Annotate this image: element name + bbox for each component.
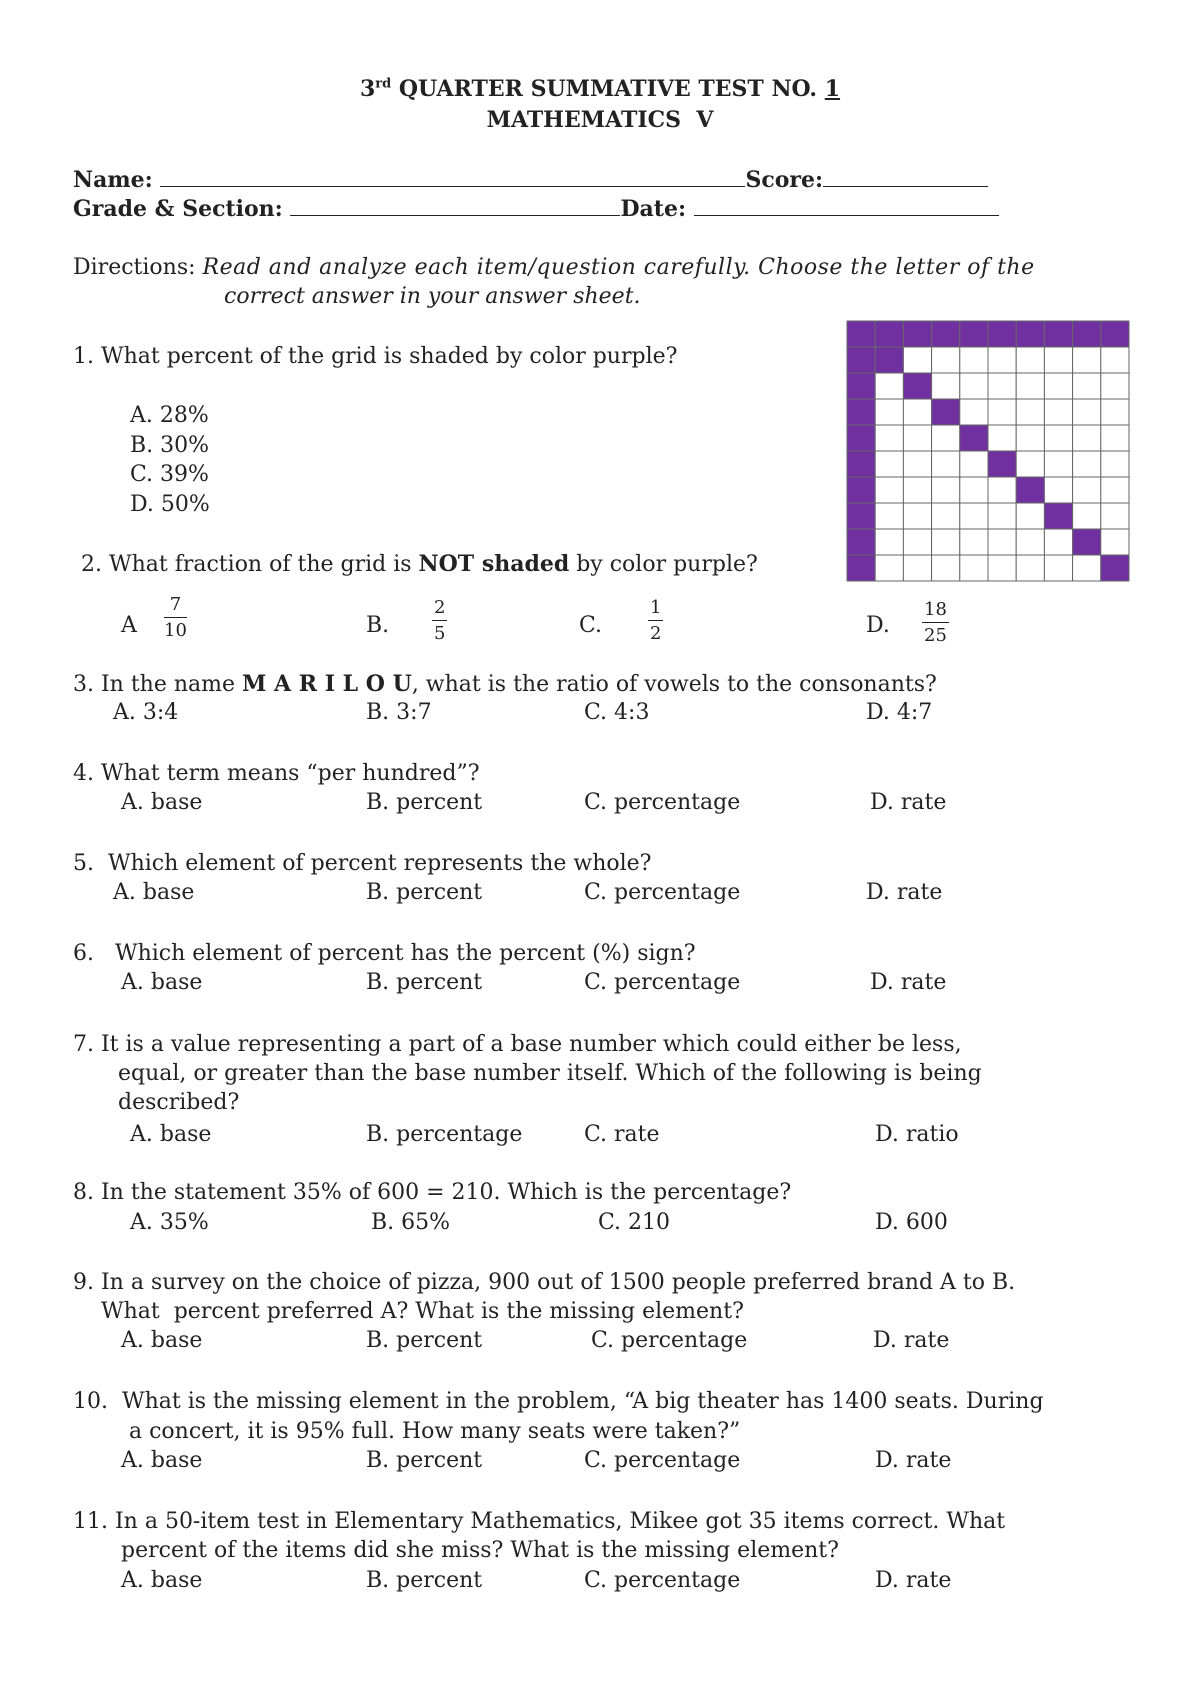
grade-blank[interactable] (290, 195, 620, 216)
q9-option-a[interactable]: A. base (121, 1328, 203, 1353)
grid-cell-r3-c7 (1044, 399, 1072, 425)
q6-option-b[interactable]: B. percent (366, 970, 483, 995)
grid-cell-r7-c2 (903, 503, 931, 529)
grid-cell-r3-c2 (903, 399, 931, 425)
directions-label: Directions: (73, 255, 196, 280)
q8-option-a[interactable]: A. 35% (130, 1210, 209, 1235)
grid-cell-r8-c2 (903, 529, 931, 555)
grid-cell-r5-c0 (847, 451, 875, 477)
q9-option-c[interactable]: C. percentage (591, 1328, 748, 1353)
grid-cell-r4-c6 (1016, 425, 1044, 451)
q11-option-c[interactable]: C. percentage (584, 1568, 741, 1593)
test-title: 3rd QUARTER SUMMATIVE TEST NO. 1 (359, 76, 841, 102)
grid-cell-r3-c1 (875, 399, 903, 425)
grid-cell-r7-c8 (1073, 503, 1101, 529)
question-9-line2: What percent preferred A? What is the missing element? (101, 1299, 744, 1324)
grid-cell-r1-c8 (1073, 347, 1101, 373)
grid-cell-r5-c6 (1016, 451, 1044, 477)
grid-cell-r1-c4 (960, 347, 988, 373)
q1-option-a[interactable]: A. 28% (130, 403, 209, 428)
grid-cell-r4-c3 (932, 425, 960, 451)
grid-cell-r0-c8 (1073, 321, 1101, 347)
q2-option-a-letter[interactable]: A (121, 613, 137, 638)
q5-option-d[interactable]: D. rate (866, 880, 943, 905)
q3-option-b[interactable]: B. 3:7 (366, 700, 432, 725)
grid-cell-r6-c8 (1073, 477, 1101, 503)
grid-cell-r9-c8 (1073, 555, 1101, 581)
q2-option-b-letter[interactable]: B. (366, 613, 390, 638)
grid-cell-r3-c3 (932, 399, 960, 425)
grid-cell-r4-c9 (1101, 425, 1129, 451)
q10-option-a[interactable]: A. base (121, 1448, 203, 1473)
q7-option-c[interactable]: C. rate (584, 1122, 660, 1147)
q4-option-d[interactable]: D. rate (870, 790, 947, 815)
q7-option-a[interactable]: A. base (130, 1122, 212, 1147)
question-10-line2: a concert, it is 95% full. How many seats were taken?” (129, 1419, 741, 1444)
q2-option-d-letter[interactable]: D. (866, 613, 890, 638)
grid-cell-r0-c9 (1101, 321, 1129, 347)
q2-fraction-a[interactable]: $\frac{7}{10}$ (164, 594, 187, 641)
q10-option-b[interactable]: B. percent (366, 1448, 483, 1473)
grid-cell-r6-c1 (875, 477, 903, 503)
grid-cell-r2-c0 (847, 373, 875, 399)
q11-option-b[interactable]: B. percent (366, 1568, 483, 1593)
q3-option-a[interactable]: A. 3:4 (113, 700, 179, 725)
grid-cell-r3-c6 (1016, 399, 1044, 425)
grid-cell-r8-c9 (1101, 529, 1129, 555)
grid-cell-r0-c3 (932, 321, 960, 347)
grid-cell-r8-c0 (847, 529, 875, 555)
grid-cell-r9-c1 (875, 555, 903, 581)
q5-option-a[interactable]: A. base (113, 880, 195, 905)
grid-cell-r9-c2 (903, 555, 931, 581)
question-7-line3: described? (118, 1090, 240, 1115)
grid-cell-r7-c3 (932, 503, 960, 529)
grid-cell-r1-c0 (847, 347, 875, 373)
q6-option-a[interactable]: A. base (121, 970, 203, 995)
q8-option-b[interactable]: B. 65% (371, 1210, 451, 1235)
grid-cell-r9-c6 (1016, 555, 1044, 581)
name-blank[interactable] (160, 166, 745, 187)
question-10: 10. What is the missing element in the problem, “A big theater has 1400 seats. During (73, 1389, 1044, 1414)
question-1: 1. What percent of the grid is shaded by color purple? (73, 344, 678, 369)
grid-cell-r9-c4 (960, 555, 988, 581)
question-7: 7. It is a value representing a part of a base number which could either be less, (73, 1032, 962, 1057)
grid-cell-r1-c5 (988, 347, 1016, 373)
grid-cell-r3-c5 (988, 399, 1016, 425)
q1-option-c[interactable]: C. 39% (130, 462, 209, 487)
directions (73, 255, 1035, 280)
grid-cell-r6-c7 (1044, 477, 1072, 503)
grid-cell-r8-c8 (1073, 529, 1101, 555)
score-label: Score: (745, 167, 824, 193)
test-subtitle: MATHEMATICS V (486, 107, 714, 133)
grid-cell-r3-c8 (1073, 399, 1101, 425)
grid-cell-r1-c7 (1044, 347, 1072, 373)
grid-cell-r6-c3 (932, 477, 960, 503)
directions-line2: correct answer in your answer sheet. (224, 284, 641, 309)
grid-cell-r0-c4 (960, 321, 988, 347)
q11-option-d[interactable]: D. rate (875, 1568, 952, 1593)
q7-option-b[interactable]: B. percentage (366, 1122, 523, 1147)
q3-option-c[interactable]: C. 4:3 (584, 700, 650, 725)
grid-cell-r2-c4 (960, 373, 988, 399)
grid-cell-r8-c1 (875, 529, 903, 555)
grid-cell-r9-c9 (1101, 555, 1129, 581)
grid-cell-r6-c4 (960, 477, 988, 503)
q11-option-a[interactable]: A. base (121, 1568, 203, 1593)
grid-cell-r6-c5 (988, 477, 1016, 503)
question-2: 2. What fraction of the grid is NOT shaded by color purple? (81, 551, 758, 577)
grid-cell-r8-c3 (932, 529, 960, 555)
grid-cell-r3-c0 (847, 399, 875, 425)
grid-cell-r4-c5 (988, 425, 1016, 451)
grade-label: Grade & Section: (73, 196, 283, 222)
percent-grid (846, 320, 1130, 582)
q1-option-d[interactable]: D. 50% (130, 492, 210, 517)
grid-cell-r2-c2 (903, 373, 931, 399)
grid-cell-r8-c6 (1016, 529, 1044, 555)
grid-cell-r0-c1 (875, 321, 903, 347)
q6-option-d[interactable]: D. rate (870, 970, 947, 995)
grid-cell-r2-c8 (1073, 373, 1101, 399)
grid-cell-r2-c7 (1044, 373, 1072, 399)
grid-cell-r4-c4 (960, 425, 988, 451)
q4-option-b[interactable]: B. percent (366, 790, 483, 815)
grid-cell-r5-c4 (960, 451, 988, 477)
grid-cell-r7-c5 (988, 503, 1016, 529)
q5-option-b[interactable]: B. percent (366, 880, 483, 905)
q6-option-c[interactable]: C. percentage (584, 970, 741, 995)
q10-option-c[interactable]: C. percentage (584, 1448, 741, 1473)
grid-cell-r3-c9 (1101, 399, 1129, 425)
q9-option-b[interactable]: B. percent (366, 1328, 483, 1353)
q4-option-a[interactable]: A. base (121, 790, 203, 815)
grid-cell-r0-c7 (1044, 321, 1072, 347)
grid-cell-r5-c2 (903, 451, 931, 477)
grid-cell-r1-c6 (1016, 347, 1044, 373)
date-label: Date: (620, 196, 687, 222)
q1-option-b[interactable]: B. 30% (130, 433, 210, 458)
question-11: 11. In a 50-item test in Elementary Mathematics, Mikee got 35 items correct. What (73, 1509, 1006, 1534)
grid-cell-r8-c4 (960, 529, 988, 555)
grid-cell-r4-c7 (1044, 425, 1072, 451)
question-5: 5. Which element of percent represents the whole? (73, 851, 652, 876)
grid-cell-r6-c9 (1101, 477, 1129, 503)
grid-cell-r1-c3 (932, 347, 960, 373)
grid-cell-r1-c2 (903, 347, 931, 373)
q2-fraction-d[interactable]: $\frac{18}{25}$ (924, 599, 947, 646)
question-6: 6. Which element of percent has the percent (%) sign? (73, 941, 696, 966)
grid-cell-r6-c6 (1016, 477, 1044, 503)
q3-option-d[interactable]: D. 4:7 (866, 700, 933, 725)
directions-line1: Read and analyze each item/question carefully. Choose the letter of the (202, 255, 1035, 280)
grid-cell-r1-c1 (875, 347, 903, 373)
q8-option-c[interactable]: C. 210 (598, 1210, 671, 1235)
grid-cell-r7-c6 (1016, 503, 1044, 529)
q4-option-c[interactable]: C. percentage (584, 790, 741, 815)
grid-cell-r5-c1 (875, 451, 903, 477)
grid-cell-r1-c9 (1101, 347, 1129, 373)
grid-cell-r7-c9 (1101, 503, 1129, 529)
grid-cell-r0-c6 (1016, 321, 1044, 347)
grid-cell-r8-c7 (1044, 529, 1072, 555)
q2-option-c-letter[interactable]: C. (579, 613, 603, 638)
grid-cell-r7-c0 (847, 503, 875, 529)
grid-cell-r4-c1 (875, 425, 903, 451)
q2-fraction-b[interactable]: $\frac{2}{5}$ (434, 597, 446, 644)
grid-cell-r4-c8 (1073, 425, 1101, 451)
grid-cell-r9-c0 (847, 555, 875, 581)
grid-cell-r2-c5 (988, 373, 1016, 399)
grid-cell-r0-c2 (903, 321, 931, 347)
name-label: Name: (73, 167, 153, 193)
grid-cell-r4-c0 (847, 425, 875, 451)
grid-cell-r7-c4 (960, 503, 988, 529)
question-4: 4. What term means “per hundred”? (73, 761, 480, 786)
grid-cell-r9-c7 (1044, 555, 1072, 581)
q5-option-c[interactable]: C. percentage (584, 880, 741, 905)
grid-cell-r6-c2 (903, 477, 931, 503)
question-11-line2: percent of the items did she miss? What is the missing element? (121, 1538, 839, 1563)
question-9: 9. In a survey on the choice of pizza, 900 out of 1500 people preferred brand A to B. (73, 1270, 1016, 1295)
grid-cell-r0-c5 (988, 321, 1016, 347)
q10-option-d[interactable]: D. rate (875, 1448, 952, 1473)
q8-option-d[interactable]: D. 600 (875, 1210, 948, 1235)
date-blank[interactable] (694, 195, 999, 216)
grid-cell-r5-c8 (1073, 451, 1101, 477)
grid-cell-r2-c1 (875, 373, 903, 399)
q9-option-d[interactable]: D. rate (873, 1328, 950, 1353)
grid-cell-r2-c6 (1016, 373, 1044, 399)
grid-cell-r7-c1 (875, 503, 903, 529)
grid-cell-r9-c3 (932, 555, 960, 581)
grid-cell-r9-c5 (988, 555, 1016, 581)
grid-cell-r0-c0 (847, 321, 875, 347)
grid-cell-r3-c4 (960, 399, 988, 425)
grid-cell-r5-c3 (932, 451, 960, 477)
name-row (73, 166, 988, 193)
grid-cell-r2-c9 (1101, 373, 1129, 399)
score-blank[interactable] (823, 166, 988, 187)
grade-row (73, 195, 999, 222)
grid-cell-r4-c2 (903, 425, 931, 451)
grid-cell-r8-c5 (988, 529, 1016, 555)
grid-cell-r5-c7 (1044, 451, 1072, 477)
q2-fraction-c[interactable]: $\frac{1}{2}$ (650, 597, 662, 644)
grid-cell-r5-c9 (1101, 451, 1129, 477)
question-7-line2: equal, or greater than the base number itself. Which of the following is being (118, 1061, 982, 1086)
grid-cell-r5-c5 (988, 451, 1016, 477)
grid-cell-r6-c0 (847, 477, 875, 503)
question-3: 3. In the name M A R I L O U, what is the ratio of vowels to the consonants? (73, 671, 937, 697)
grid-cell-r2-c3 (932, 373, 960, 399)
question-8: 8. In the statement 35% of 600 = 210. Which is the percentage? (73, 1180, 792, 1205)
q7-option-d[interactable]: D. ratio (875, 1122, 959, 1147)
grid-cell-r7-c7 (1044, 503, 1072, 529)
